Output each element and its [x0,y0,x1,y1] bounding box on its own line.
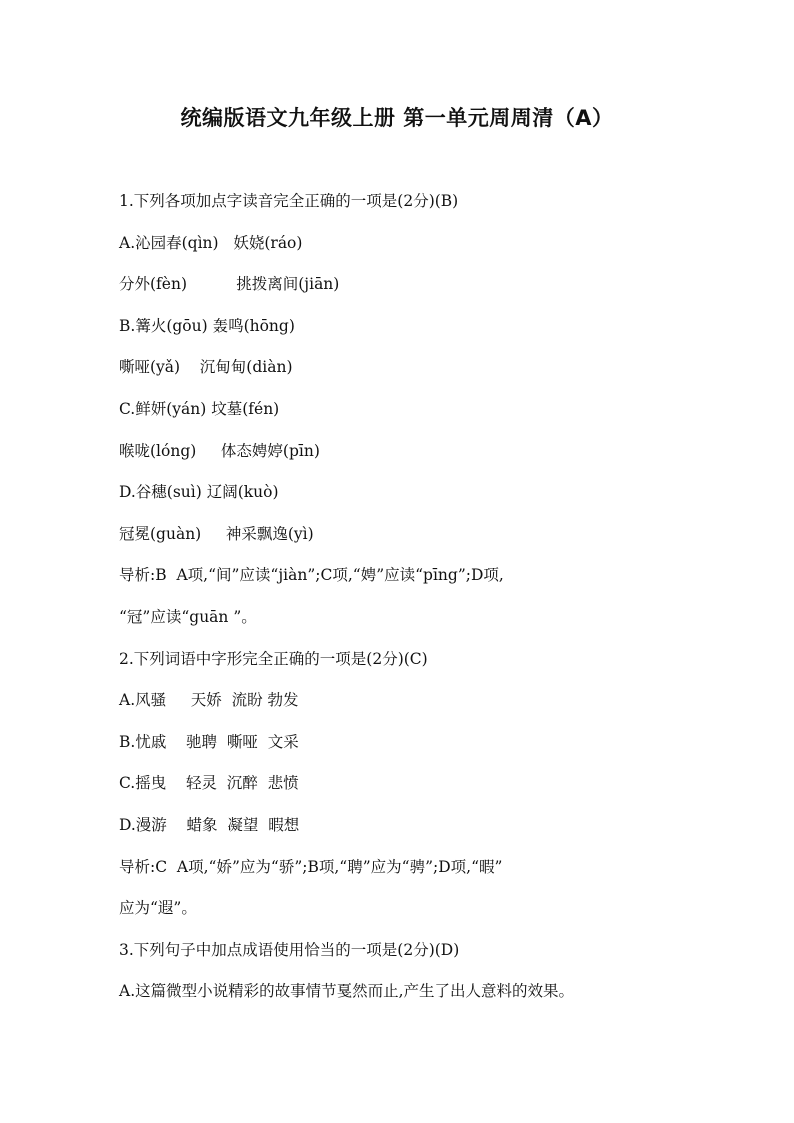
page-title: 统编版语文九年级上册 第一单元周周清（A） [180,106,614,130]
question-1-option-c-cont: 喉咙(lóng) 体态娉婷(pīn) [119,441,320,460]
question-2-analysis-cont: 应为“遐”。 [119,899,197,918]
question-2-stem: 2.下列词语中字形完全正确的一项是(2分)(C) [119,649,428,668]
question-1-option-a: A.沁园春(qìn) 妖娆(ráo) [119,233,303,252]
question-1-option-c: C.鲜妍(yán) 坟墓(fén) [119,399,280,418]
question-2-option-c: C.摇曳 轻灵 沉醉 悲愤 [119,774,299,793]
question-1-analysis: 导析:B A项,“间”应读“jiàn”;C项,“娉”应读“pīng”;D项, [119,566,504,585]
question-1-option-d-cont: 冠冕(guàn) 神采飘逸(yì) [119,524,314,543]
question-1-option-b: B.篝火(gōu) 轰鸣(hōng) [119,316,295,335]
question-2-option-d: D.漫游 蜡象 凝望 暇想 [119,815,300,834]
document-body [119,186,689,1018]
question-2-option-b: B.忧戚 驰聘 嘶哑 文采 [119,732,299,751]
question-2-analysis: 导析:C A项,“娇”应为“骄”;B项,“聘”应为“骋”;D项,“暇” [119,857,503,876]
question-3-option-a: A.这篇微型小说精彩的故事情节戛然而止,产生了出人意料的效果。 [119,982,575,1001]
question-1-option-a-cont: 分外(fèn) 挑拨离间(jiān) [119,275,340,294]
question-1-analysis-cont: “冠”应读“guān ”。 [119,607,257,626]
question-2-option-a: A.风骚 天娇 流盼 勃发 [119,691,299,710]
question-1-stem: 1.下列各项加点字读音完全正确的一项是(2分)(B) [119,192,459,210]
question-1-option-b-cont: 嘶哑(yǎ) 沉甸甸(diàn) [119,358,293,377]
question-1-option-d: D.谷穗(suì) 辽阔(kuò) [119,483,279,502]
question-3-stem: 3.下列句子中加点成语使用恰当的一项是(2分)(D) [119,940,460,959]
